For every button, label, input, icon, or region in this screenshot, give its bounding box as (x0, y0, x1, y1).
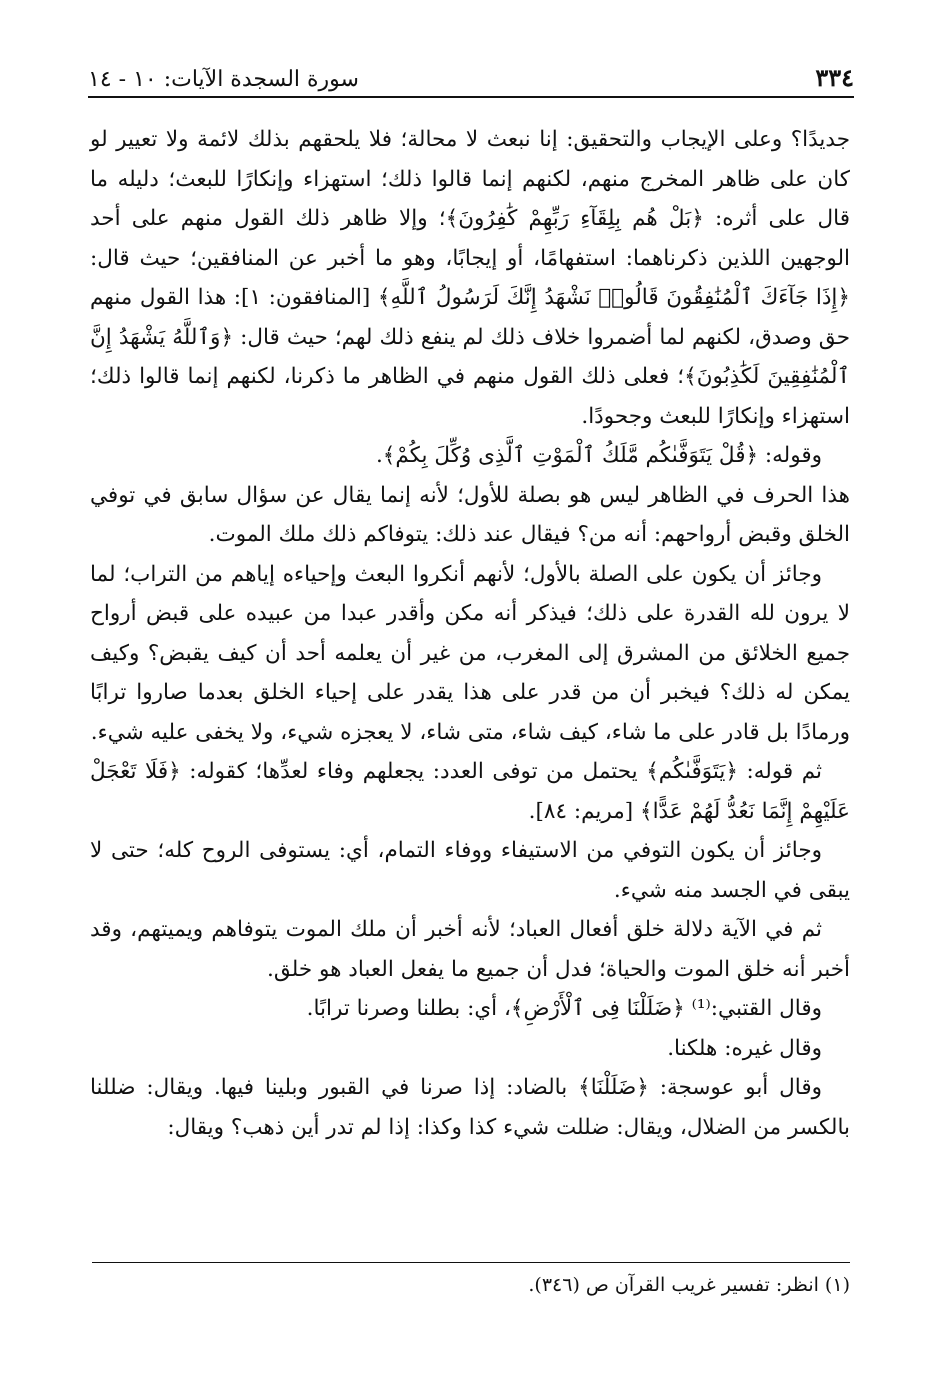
paragraph: وجائز أن يكون على الصلة بالأول؛ لأنهم أنكروا البعث وإحياءه إياهم من التراب؛ لما لا يرون لله القدرة على ذلك؛ فيذكر أنه مكن وأقدر عبدا من عبيده على قبض أرواح جميع الخلائق من المشرق إلى المغرب، من غير أن يعلمه أحد أن كيف يقبض؟ وكيف يمكن له ذلك؟ فيخبر أن من قدر على هذا يقدر على إحياء الخلق بعدما صاروا ترابًا ورمادًا بل قادر على ما شاء، كيف شاء، متى شاء، لا يعجزه شيء، ولا يخفى عليه شيء. (90, 561, 850, 745)
paragraph: وقوله: ﴿قُلْ يَتَوَفَّىٰكُم مَّلَكُ ٱلْمَوْتِ ٱلَّذِى وُكِّلَ بِكُمْ﴾. (375, 443, 822, 468)
paragraph: ثم قوله: ﴿يَتَوَفَّىٰكُم﴾ يحتمل من توفى العدد: يجعلهم وفاء لعدِّها؛ كقوله: ﴿فَلَا تَعْجَلْ عَلَيْهِمْ إِنَّمَا نَعُدُّ لَهُمْ عَدًّا﴾ [مريم: ٨٤]. (90, 759, 850, 824)
paragraph: هذا الحرف في الظاهر ليس هو بصلة للأول؛ لأنه إنما يقال عن سؤال سابق في توفي الخلق وقبض أرواحهم: أنه من؟ فيقال عند ذلك: يتوفاكم ذلك ملك الموت. (90, 482, 850, 547)
paragraph: ثم في الآية دلالة خلق أفعال العباد؛ لأنه أخبر أن ملك الموت يتوفاهم ويميتهم، وقد أخبر أنه خلق الموت والحياة؛ فدل أن جميع ما يفعل العباد هو خلق. (90, 917, 850, 982)
footnote: (١) انظر: تفسير غريب القرآن ص (٣٤٦). (528, 1274, 850, 1296)
running-title: سورة السجدة الآيات: ١٠ - ١٤ (88, 67, 359, 92)
body-text (90, 120, 850, 1147)
paragraph: جديدًا؟ وعلى الإيجاب والتحقيق: إنا نبعث لا محالة؛ فلا يلحقهم بذلك لائمة ولا تعيير لو كان على ظاهر المخرج منهم، لكنهم إنما قالوا ذلك؛ استهزاء وإنكارًا للبعث؛ دليله ما قال على أثره: ﴿بَلْ هُم بِلِقَآءِ رَبِّهِمْ كَٰفِرُونَ﴾؛ وإلا ظاهر ذلك القول منهم على أحد الوجهين اللذين ذكرناهما: استفهامًا، أو إيجابًا، وهو ما أخبر عن المنافقين؛ حيث قال: ﴿إِذَا جَآءَكَ ٱلْمُنَٰفِقُونَ قَالُوا۟ نَشْهَدُ إِنَّكَ لَرَسُولُ ٱللَّهِ﴾ [المنافقون: ١]: هذا القول منهم حق وصدق، لكنهم لما أضمروا خلاف ذلك لم ينفع ذلك لهم؛ حيث قال: ﴿وَٱللَّهُ يَشْهَدُ إِنَّ ٱلْمُنَٰفِقِينَ لَكَٰذِبُونَ﴾؛ فعلى ذلك القول منهم في الظاهر ما ذكرنا، لكنهم إنما قالوا ذلك؛ استهزاء وإنكارًا للبعث وجحودًا. (90, 127, 850, 429)
paragraph: وقال غيره: هلكنا. (667, 1035, 822, 1061)
page-number: ٣٣٤ (815, 63, 854, 92)
paragraph: وقال القتبي:⁽¹⁾ ﴿ضَلَلْنَا فِى ٱلْأَرْضِ﴾، أي: بطلنا وصرنا ترابًا. (306, 996, 822, 1021)
page-header (88, 52, 854, 98)
footnote-divider (92, 1262, 850, 1263)
paragraph: وقال أبو عوسجة: ﴿ضَلَلْنَا﴾ بالضاد: إذا صرنا في القبور وبلينا فيها. ويقال: ضللنا بالكسر من الضلال، ويقال: ضللت شيء كذا وكذا: إذا لم تدر أين ذهب؟ ويقال: (90, 1075, 850, 1140)
paragraph: وجائز أن يكون التوفي من الاستيفاء ووفاء التمام، أي: يستوفى الروح كله؛ حتى لا يبقى في الجسد منه شيء. (90, 838, 850, 903)
